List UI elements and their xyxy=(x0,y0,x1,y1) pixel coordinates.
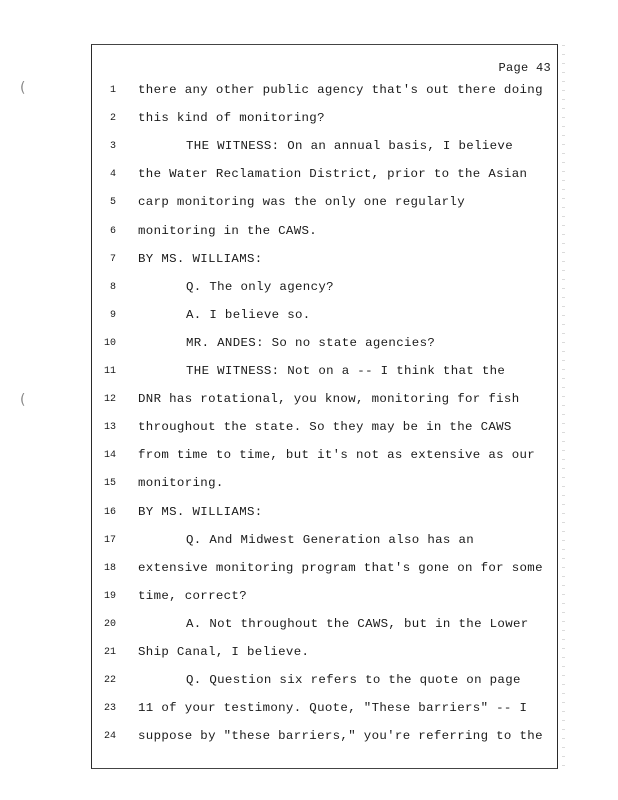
line-number: 9 xyxy=(109,309,116,321)
line-text: A. Not throughout the CAWS, but in the Lower xyxy=(186,616,529,631)
transcript-line xyxy=(92,364,557,384)
transcript-line xyxy=(92,83,557,103)
line-number: 6 xyxy=(109,225,116,237)
transcript-line xyxy=(92,308,557,328)
line-number: 15 xyxy=(103,478,116,490)
line-text: THE WITNESS: On an annual basis, I believe xyxy=(186,139,513,154)
transcript-line xyxy=(92,533,557,553)
line-text: THE WITNESS: Not on a -- I think that the xyxy=(186,364,506,378)
line-number: 19 xyxy=(103,590,116,602)
line-text: Ship Canal, I believe. xyxy=(138,645,310,659)
hole-punch-mark-top: ( xyxy=(20,80,26,96)
line-text: Q. And Midwest Generation also has an xyxy=(186,532,475,547)
transcript-line xyxy=(92,673,557,693)
line-number: 5 xyxy=(109,197,116,209)
line-text: carp monitoring was the only one regularly xyxy=(138,195,465,210)
line-number: 13 xyxy=(103,422,116,434)
line-text: 11 of your testimony. Quote, "These barriers" -- I xyxy=(138,701,528,716)
line-text: suppose by "these barriers," you're referring to the xyxy=(138,729,543,744)
transcript-line xyxy=(92,195,557,215)
line-text: time, correct? xyxy=(138,588,247,603)
line-text: monitoring in the CAWS. xyxy=(138,223,318,238)
line-number: 20 xyxy=(103,618,116,630)
line-text: throughout the state. So they may be in the CAWS xyxy=(138,420,512,435)
transcript-page xyxy=(91,44,558,769)
line-number: 17 xyxy=(103,534,116,546)
transcript-line xyxy=(92,448,557,468)
line-number: 12 xyxy=(103,394,116,406)
line-text: DNR has rotational, you know, monitoring for fish xyxy=(138,392,520,407)
line-number: 11 xyxy=(103,366,116,377)
line-text: MR. ANDES: So no state agencies? xyxy=(186,335,436,350)
transcript-line xyxy=(92,561,557,581)
line-text: the Water Reclamation District, prior to the Asian xyxy=(138,167,528,182)
line-number: 3 xyxy=(109,141,116,153)
line-number: 23 xyxy=(103,703,116,715)
transcript-line xyxy=(92,645,557,665)
transcript-line xyxy=(92,729,557,749)
line-text: BY MS. WILLIAMS: xyxy=(138,504,263,519)
line-number: 24 xyxy=(103,731,116,743)
line-text: from time to time, but it's not as extensive as our xyxy=(138,448,536,463)
transcript-line xyxy=(92,420,557,440)
transcript-line xyxy=(92,139,557,159)
transcript-line xyxy=(92,111,557,131)
page-number: Page 43 xyxy=(498,61,551,75)
line-text: monitoring. xyxy=(138,476,224,491)
transcript-line xyxy=(92,392,557,412)
transcript-line xyxy=(92,336,557,356)
line-number: 22 xyxy=(103,675,116,687)
line-number: 7 xyxy=(109,253,116,265)
transcript-line xyxy=(92,701,557,721)
line-text: this kind of monitoring? xyxy=(138,111,325,126)
transcript-line xyxy=(92,280,557,300)
line-text: A. I believe so. xyxy=(186,307,311,322)
transcript-line xyxy=(92,252,557,272)
scan-edge-artifact xyxy=(562,45,565,768)
line-text: BY MS. WILLIAMS: xyxy=(138,251,263,266)
line-text: extensive monitoring program that's gone on for some xyxy=(138,560,543,575)
line-number: 1 xyxy=(109,85,116,96)
line-number: 18 xyxy=(103,562,116,574)
line-number: 21 xyxy=(103,647,116,658)
line-text: there any other public agency that's out there doing xyxy=(138,83,543,97)
transcript-line xyxy=(92,589,557,609)
line-number: 10 xyxy=(103,337,116,349)
line-number: 14 xyxy=(103,450,116,462)
transcript-line xyxy=(92,617,557,637)
line-number: 8 xyxy=(109,281,116,293)
line-text: Q. Question six refers to the quote on page xyxy=(186,673,521,688)
transcript-line xyxy=(92,224,557,244)
line-number: 16 xyxy=(103,506,116,518)
line-number: 4 xyxy=(109,169,116,181)
transcript-line xyxy=(92,476,557,496)
hole-punch-mark-middle: ( xyxy=(20,392,26,408)
transcript-line xyxy=(92,167,557,187)
transcript-line xyxy=(92,505,557,525)
line-text: Q. The only agency? xyxy=(186,279,334,294)
line-number: 2 xyxy=(109,113,116,125)
